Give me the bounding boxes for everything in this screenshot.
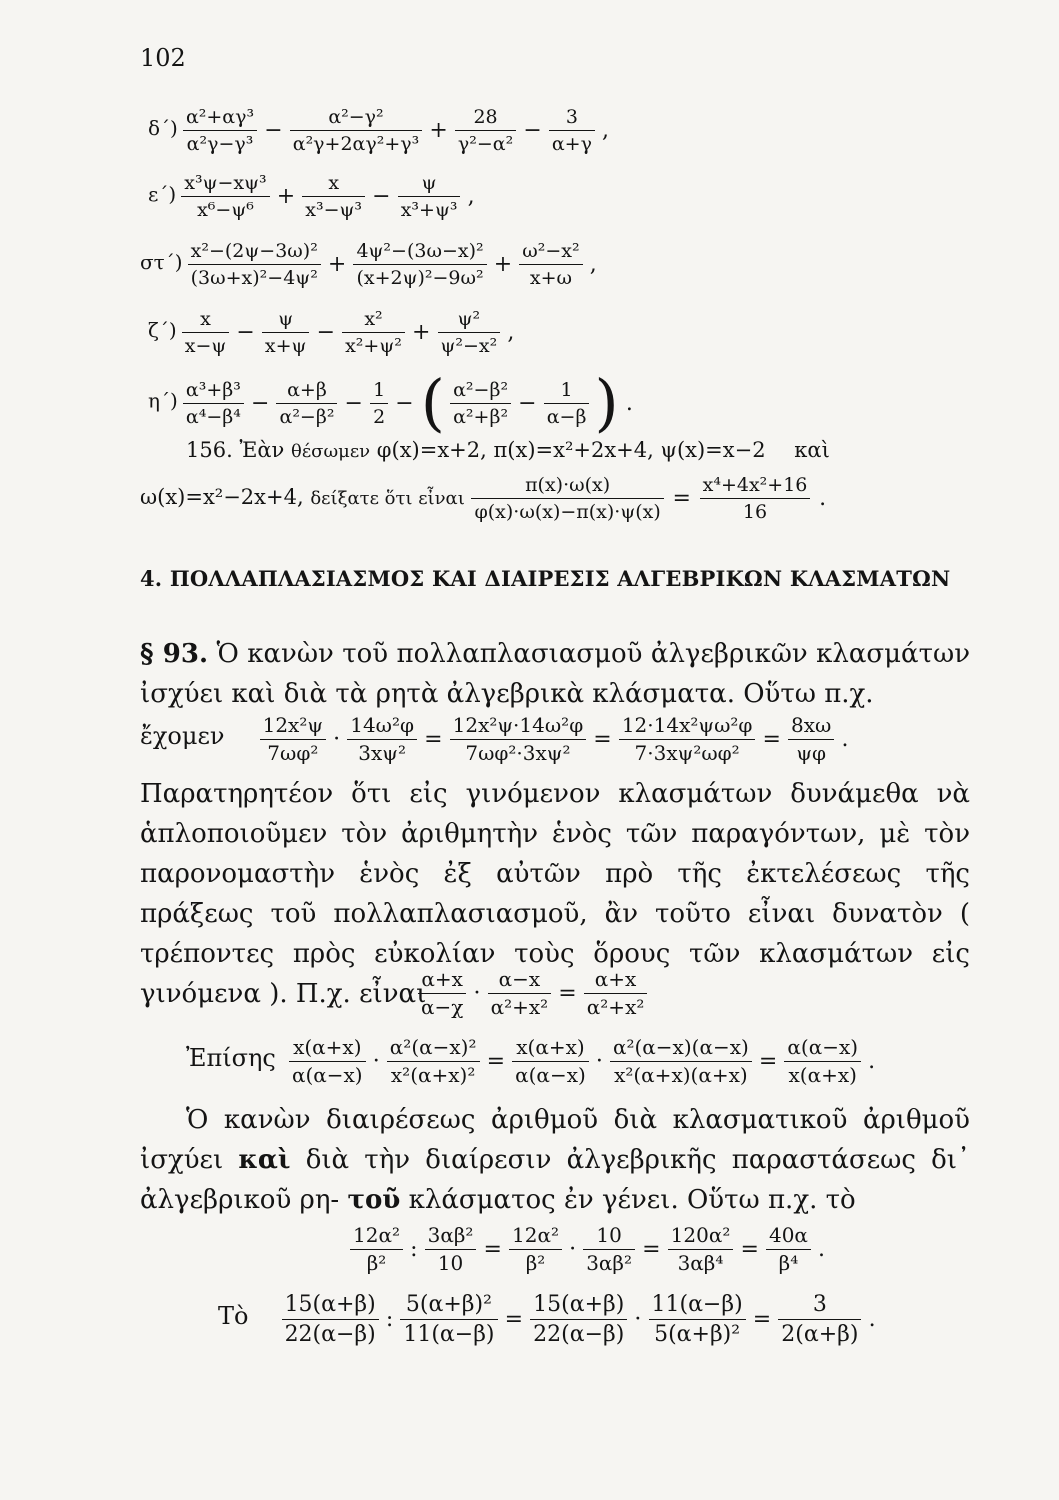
denominator: 7ωφ²·3xψ²: [465, 741, 571, 765]
operator: ,: [467, 184, 475, 209]
numerator: 3: [778, 1290, 861, 1320]
exercise-label: στ΄): [140, 250, 183, 274]
numerator: 12·14x²ψω²φ: [619, 712, 756, 740]
denominator: 22(α−β): [284, 1322, 376, 1347]
operator: =: [504, 1307, 524, 1332]
numerator: 1: [370, 377, 388, 404]
fraction: [387, 1034, 480, 1089]
equation-2: [418, 966, 647, 1021]
operator: +: [411, 320, 431, 345]
fraction: [182, 306, 230, 359]
numerator: x²−(2ψ−3ω)²: [188, 238, 321, 265]
exercise-zeta: [148, 306, 516, 359]
numerator: 10: [583, 1222, 635, 1250]
denominator: ψ²−x²: [440, 335, 498, 357]
numerator: α²−γ²: [290, 104, 423, 131]
operator: .: [841, 727, 849, 752]
paragraph-simplification: Παρατηρητέον ὅτι εἰς γινόμενον κλασμάτων δυνάμεθα νὰ ἁπλοποιοῦμεν τὸν ἀριθμητὴν ἑνὸς τῶν παραγόντων, μὲ τὸν παρονομαστὴν ἑνὸς ἐξ αὐτῶν πρὸ τῆς ἐκτελέσεως τῆς πράξεως τοῦ πολλαπλασιασμοῦ, ἂν τοῦτο εἶναι δυνατὸν ( τρέποντες πρὸς εὐκολίαν τοὺς ὅρους τῶν κλασμάτων εἰς γινόμενα ). Π.χ. εἶναι: [140, 779, 970, 1009]
fraction: [181, 170, 269, 223]
numerator: α+β: [276, 377, 337, 404]
denominator: β²: [366, 1251, 387, 1275]
denominator: x+ω: [529, 267, 572, 289]
numerator: 15(α+β): [530, 1290, 627, 1320]
fraction: [350, 1222, 403, 1277]
exercise-156-line2: ω(x)=x²−2x+4, δείξατε ὅτι εἶναι $\frac{\pi(x)\cdot\omega(x)}{\varphi(x)\cdot\omega(x)-\pi(x)\cdot\psi(x)}$ = $\frac{\text{x⁴+4x²+16}}{16}$ .: [140, 474, 827, 523]
operator: .: [868, 1307, 876, 1332]
operator: =: [558, 981, 577, 1006]
numerator: x: [302, 170, 365, 197]
denominator: 5(α+β)²: [654, 1322, 741, 1347]
denominator: 3αβ²: [586, 1251, 633, 1275]
operator: .: [818, 1237, 826, 1262]
fraction: [342, 306, 405, 359]
numerator: α−x: [488, 966, 552, 994]
numerator: 5(α+β)²: [400, 1290, 497, 1320]
exercise-label: ε΄): [148, 182, 177, 206]
numerator: 28: [455, 104, 516, 131]
operator: =: [593, 727, 612, 752]
fraction: [766, 1222, 811, 1277]
denominator: ψφ: [796, 741, 827, 765]
fraction: [347, 712, 417, 767]
fraction: [455, 104, 516, 157]
denominator: x⁶−ψ⁶: [197, 199, 254, 221]
numerator: 12x²ψ: [260, 712, 326, 740]
fraction: [400, 1290, 497, 1349]
numerator: x⁴+4x²+16: [700, 472, 811, 499]
fraction: [418, 966, 466, 1021]
numerator: 4ψ²−(3ω−x)²: [353, 238, 486, 265]
denominator: φ(x)·ω(x)−π(x)·ψ(x): [474, 501, 661, 523]
operator: =: [740, 1237, 759, 1262]
fraction: [450, 377, 511, 430]
denominator: α−β: [546, 405, 587, 428]
operator: −: [264, 118, 283, 143]
exercise-eta: [148, 366, 635, 439]
operator: −: [316, 320, 335, 345]
equation-4: [350, 1222, 827, 1277]
denominator: x²+ψ²: [345, 335, 402, 357]
denominator: (3ω+x)²−4ψ²: [190, 267, 318, 289]
fraction: [353, 238, 486, 291]
numerator: α³+β³: [183, 377, 244, 404]
fraction: [471, 472, 663, 525]
numerator: 14ω²φ: [347, 712, 417, 740]
denominator: β²: [525, 1251, 546, 1275]
denominator: 2(α+β): [781, 1322, 859, 1347]
fraction: [700, 472, 811, 525]
numerator: 1: [544, 377, 590, 404]
operator: ·: [569, 1237, 577, 1262]
numerator: 12α²: [509, 1222, 562, 1250]
operator: ,: [507, 320, 515, 345]
fraction: [619, 712, 756, 767]
denominator: x²(α+x)(α+x): [614, 1063, 748, 1087]
denominator: 11(α−β): [403, 1322, 495, 1347]
denominator: (x+2ψ)²−9ω²: [356, 267, 484, 289]
operator: ,: [589, 252, 597, 277]
fraction: [549, 104, 595, 157]
operator: +: [493, 252, 513, 277]
numerator: ψ: [398, 170, 461, 197]
numerator: 3αβ²: [425, 1222, 477, 1250]
numerator: α²−β²: [450, 377, 511, 404]
denominator: 7·3xψ²ωφ²: [634, 741, 740, 765]
operator: =: [642, 1237, 661, 1262]
denominator: x(α+x): [788, 1063, 857, 1087]
operator: .: [625, 390, 633, 416]
operator: +: [429, 118, 448, 143]
exercise-156-line1: 156. Ἐὰν θέσωμεν φ(x)=x+2, π(x)=x²+2x+4, ψ(x)=x−2 καὶ: [186, 438, 830, 462]
operator: −: [395, 390, 414, 416]
operator: −: [518, 390, 537, 416]
fraction: [438, 306, 501, 359]
operator: =: [483, 1237, 502, 1262]
fraction: [183, 377, 244, 430]
denominator: α²+β²: [453, 405, 509, 428]
fraction: [488, 966, 552, 1021]
left-paren: (: [420, 366, 445, 439]
fraction: [584, 966, 648, 1021]
fraction: [530, 1290, 627, 1349]
denominator: α²γ+2αγ²+γ³: [292, 133, 420, 155]
denominator: x−ψ: [184, 335, 227, 357]
fraction: [183, 104, 257, 157]
denominator: 16: [742, 501, 768, 523]
denominator: α−χ: [421, 995, 464, 1019]
exercise-label: η΄): [148, 388, 178, 413]
operator: −: [250, 390, 270, 416]
operator: =: [762, 727, 781, 752]
fraction: [583, 1222, 635, 1277]
operator: +: [276, 184, 296, 209]
fraction: [778, 1290, 861, 1349]
fraction: [425, 1222, 477, 1277]
denominator: x³−ψ³: [305, 199, 363, 221]
equation-3: Ἐπίσης $\frac{x(\alpha+x)}{\alpha(\alpha-x)}$ · $\frac{\text{α²(α−x)²}}{\text{x²(α+x)²}}$ = $\frac{x(\alpha+x)}{\alpha(\alpha-x)}$ · $\frac{\text{α²(α−x)(α−x)}}{\text{x²(α+x)(α+x)}}$ = $\frac{\alpha(\alpha-x)}{x(\alpha+x)}$ .: [186, 1035, 876, 1087]
operator: −: [523, 118, 542, 143]
numerator: 8xω: [788, 712, 834, 740]
operator: ,: [602, 118, 610, 143]
denominator: x+ψ: [264, 335, 307, 357]
denominator: 10: [437, 1251, 464, 1275]
operator: −: [236, 320, 255, 345]
denominator: 7ωφ²: [267, 741, 319, 765]
numerator: ω²−x²: [519, 238, 582, 265]
numerator: 40α: [766, 1222, 811, 1250]
denominator: γ²−α²: [457, 133, 514, 155]
operator: .: [868, 1049, 876, 1074]
numerator: 11(α−β): [649, 1290, 746, 1320]
paragraph-division-rule: Ὁ κανὼν διαιρέσεως ἀριθμοῦ διὰ κλασματικοῦ ἀριθμοῦ ἰσχύει καὶ διὰ τὴν διαίρεσιν ἀλγεβρικῆς παραστάσεως δι᾽ ἀλγεβρικοῦ ρη- τοῦ κλάσματος ἐν γένει. Οὕτω π.χ. τὸ: [140, 1105, 970, 1215]
fraction: [649, 1290, 746, 1349]
fraction: [509, 1222, 562, 1277]
operator: :: [410, 1237, 418, 1262]
numerator: ψ: [262, 306, 310, 333]
operator: =: [752, 1307, 772, 1332]
denominator: x²(α+x)²: [390, 1063, 476, 1087]
exercise-label: δ΄): [148, 116, 178, 140]
denominator: α²−β²: [279, 405, 335, 428]
numerator: x³ψ−xψ³: [181, 170, 269, 197]
numerator: ψ²: [438, 306, 501, 333]
fraction: [188, 238, 321, 291]
page-number: 102: [140, 44, 186, 72]
denominator: β⁴: [778, 1251, 799, 1275]
fraction: [260, 712, 326, 767]
numerator: x(α+x): [512, 1034, 589, 1062]
denominator: x³+ψ³: [400, 199, 458, 221]
fraction: [512, 1034, 589, 1089]
operator: ·: [372, 1049, 380, 1074]
fraction: [544, 377, 590, 430]
denominator: α²γ−γ³: [186, 133, 254, 155]
fraction: [519, 238, 582, 291]
fraction: [398, 170, 461, 223]
numerator: 12x²ψ·14ω²φ: [450, 712, 587, 740]
numerator: 120α²: [668, 1222, 734, 1250]
numerator: 3: [549, 104, 595, 131]
fraction: [276, 377, 337, 430]
denominator: α+γ: [551, 133, 592, 155]
operator: =: [672, 486, 691, 511]
operator: +: [327, 252, 347, 277]
denominator: α(α−x): [291, 1063, 363, 1087]
denominator: α²+x²: [586, 995, 645, 1019]
operator: ·: [595, 1049, 603, 1074]
operator: =: [486, 1049, 506, 1074]
denominator: 2: [373, 405, 386, 428]
numerator: x²: [342, 306, 405, 333]
numerator: α+x: [584, 966, 648, 994]
operator: ·: [473, 981, 481, 1006]
exercise-number: 156.: [186, 438, 233, 462]
section-heading: 4. ΠΟΛΛΑΠΛΑΣΙΑΣΜΟΣ ΚΑΙ ΔΙΑΙΡΕΣΙΣ ΑΛΓΕΒΡΙΚΩΝ ΚΛΑΣΜΑΤΩΝ: [140, 566, 951, 591]
right-paren: ): [594, 366, 619, 439]
operator: :: [385, 1307, 394, 1332]
exercise-st: [140, 238, 599, 291]
section-mark: § 93.: [140, 639, 209, 669]
denominator: α(α−x): [515, 1063, 586, 1087]
equation-5: Τὸ $\frac{15(\alpha+\beta)}{22(\alpha-\beta)}$ : $\frac{\text{5(α+β)²}}{11(\alpha-\beta)}$ = $\frac{15(\alpha+\beta)}{22(\alpha-\beta)}$ · $\frac{11(\alpha-\beta)}{\text{5(α+β)²}}$ = $\frac{3}{2(\alpha+\beta)}$ .: [218, 1292, 876, 1347]
operator: =: [424, 727, 443, 752]
fraction: [262, 306, 310, 359]
equation-1: ἔχομεν $\frac{\text{12x²ψ}}{\text{7ωφ²}}$ · $\frac{\text{14ω²φ}}{\text{3xψ²}}$ = $\frac{\text{12x²ψ·14ω²φ}}{\text{7ωφ²·3xψ²}}$ = $\frac{\text{12·14x²ψω²φ}}{\text{7·3xψ²ωφ²}}$ = $\frac{8x\omega}{\psi\varphi}$ .: [140, 713, 849, 765]
operator: ·: [634, 1307, 642, 1332]
denominator: 3xψ²: [358, 741, 406, 765]
numerator: α+x: [418, 966, 466, 994]
numerator: 12α²: [350, 1222, 403, 1250]
fraction: [290, 104, 423, 157]
fraction: [289, 1034, 366, 1089]
exercise-label: ζ΄): [148, 318, 177, 342]
fraction: [302, 170, 365, 223]
numerator: π(x)·ω(x): [471, 472, 663, 499]
numerator: α²(α−x)(α−x): [610, 1034, 752, 1062]
numerator: x: [182, 306, 230, 333]
section-93-paragraph: § 93. Ὁ κανὼν τοῦ πολλαπλασιασμοῦ ἀλγεβρικῶν κλασμάτων ἰσχύει καὶ διὰ τὰ ρητὰ ἀλγεβρικὰ κλάσματα. Οὕτω π.χ.: [140, 639, 970, 709]
fraction: [784, 1034, 861, 1089]
denominator: 3αβ⁴: [677, 1251, 724, 1275]
numerator: 15(α+β): [282, 1290, 379, 1320]
fraction: [610, 1034, 752, 1089]
exercise-delta: [148, 104, 611, 157]
fraction: [668, 1222, 734, 1277]
numerator: α(α−x): [784, 1034, 861, 1062]
denominator: α⁴−β⁴: [185, 405, 241, 428]
exercise-epsilon: [148, 170, 477, 223]
operator: −: [372, 184, 391, 209]
operator: ·: [333, 727, 341, 752]
fraction: [788, 712, 834, 767]
operator: −: [344, 390, 363, 416]
fraction: [370, 377, 388, 430]
denominator: α²+x²: [490, 995, 549, 1019]
fraction: [282, 1290, 379, 1349]
operator: .: [819, 486, 827, 511]
numerator: α²(α−x)²: [387, 1034, 480, 1062]
denominator: 22(α−β): [533, 1322, 625, 1347]
operator: =: [758, 1049, 778, 1074]
fraction: [450, 712, 587, 767]
numerator: α²+αγ³: [183, 104, 257, 131]
numerator: x(α+x): [289, 1034, 366, 1062]
